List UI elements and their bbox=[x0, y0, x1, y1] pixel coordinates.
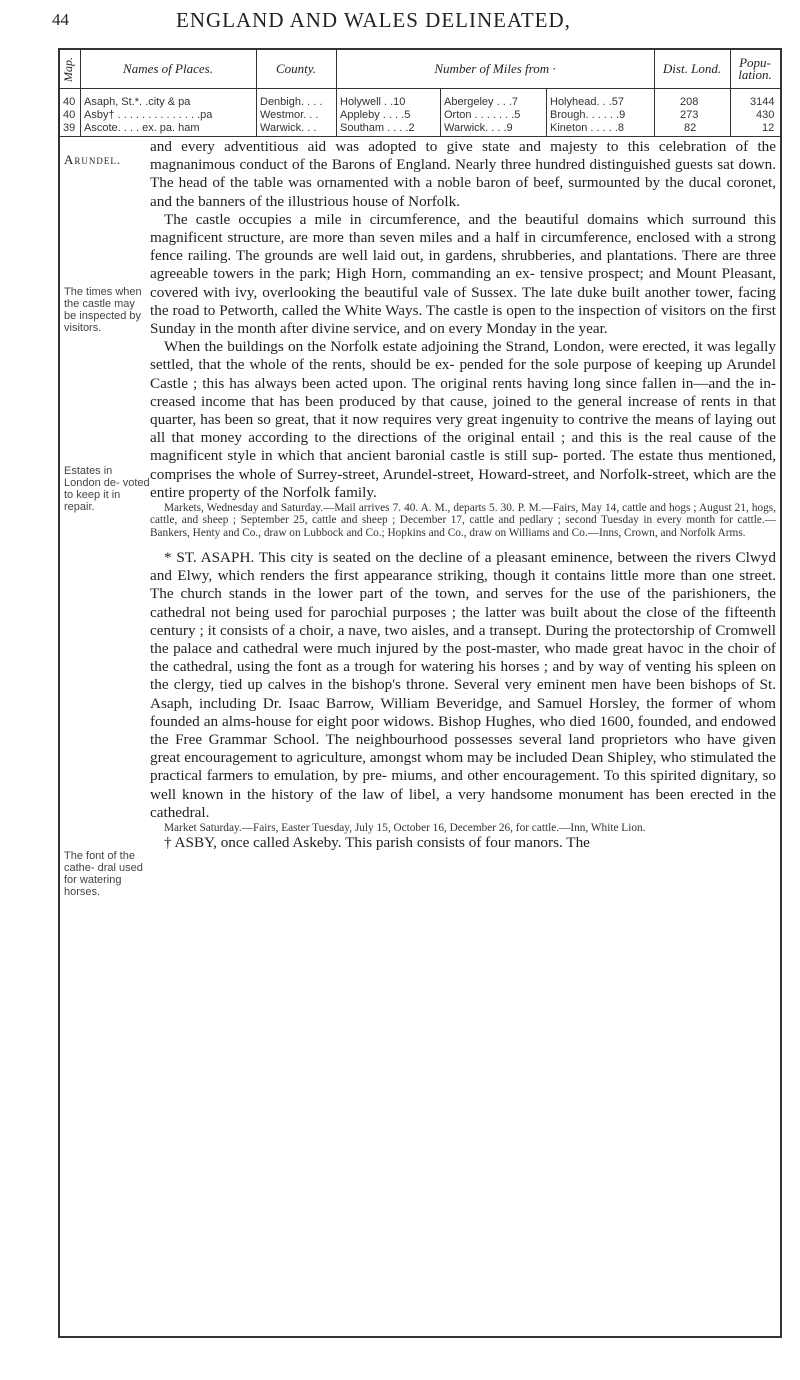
markets-note: Markets, Wednesday and Saturday.—Mail arrives 7. 40. A. M., departs 5. 30. P. M.—Fairs, May 14, cattle and hogs ; August 21, hogs, cattle, and sheep ; September 25, cattle and sheep ; December 17, cattle and pedlary ; second Tuesday in every month for cattle.—Bankers, Henty and Co., draw on Lubbock and Co.; Hopkins and Co., draw on Williams and Co.—Inns, Crown, and Norfolk Arms. bbox=[150, 502, 776, 539]
header-miles: Number of Miles from · bbox=[434, 61, 556, 76]
table-row: 40 Asaph, St.*. .city & pa Denbigh. . . . Holywell . .10 Abergeley . . .7 Holyhead. . .57 208 3144 bbox=[63, 96, 775, 108]
header-names: Names of Places. bbox=[123, 61, 213, 76]
paragraph: The castle occupies a mile in circumference, and the beautiful domains which surround this magnificent structure, are more than seven miles and a half in circumference, enclosed with a strong fence railing. The grounds are well laid out, in gardens, shrubberies, and plantations. There are three agreeable towers in the park; High Horn, commanding an ex- tensive prospect; and Mount Pleasant, covered with ivy, overlooking the beautiful vale of Sussex. The late duke built another tower, facing the road to Petworth, called the White Ways. The castle is open to the inspection of visitors on the first Sunday in the month after divine service, and on every Monday in the year. bbox=[150, 210, 776, 338]
margin-note: The font of the cathe- dral used for watering horses. bbox=[64, 850, 143, 898]
running-head: ENGLAND AND WALES DELINEATED, bbox=[176, 8, 571, 32]
table-row: 40 Asby† . . . . . . . . . . . . . .pa Westmor. . . Appleby . . . .5 Orton . . . . . . .5 Brough. . . . . .9 273 430 bbox=[63, 109, 775, 121]
paragraph: † ASBY, once called Askeby. This parish consists of four manors. The bbox=[164, 834, 590, 852]
margin-note: Estates in London de- voted to keep it in repair. bbox=[64, 465, 150, 513]
table-row: 39 Ascote. . . . ex. pa. ham Warwick. . . Southam . . . .2 Warwick. . . .9 Kineton . . . . .8 82 12 bbox=[63, 122, 775, 134]
header-pop: Popu- lation. bbox=[738, 55, 772, 82]
header-map: Map. bbox=[61, 57, 75, 82]
paragraph: and every adventitious aid was adopted to give state and majesty to this celebration of the magnanimous conduct of the Barons of England. Nearly three hundred distinguished guests sat down. The head of the table was ornamented with a noble baron of beef, surmounted by the ducal coronet, and the banners of the illustrious house of Norfolk. bbox=[150, 138, 776, 210]
market-note: Market Saturday.—Fairs, Easter Tuesday, July 15, October 16, December 26, for cattle.—Inn, White Lion. bbox=[164, 822, 646, 834]
page-frame bbox=[58, 48, 782, 1338]
table-header bbox=[60, 50, 780, 89]
paragraph: * ST. ASAPH. This city is seated on the decline of a pleasant eminence, between the rivers Clwyd and Elwy, which renders the first appearance striking, though it contains little more than one street. The church stands in the lower part of the town, and serves for the use of the parishioners, the cathedral not being used for parochial purposes ; the latter was built about the close of the fifteenth century ; it consists of a choir, a nave, two aisles, and a transept. During the protectorship of Cromwell the palace and cathedral were much injured by the post-master, who made great havoc in the choir of the cathedral, using the font as a trough for watering his horses ; and by way of venting his spleen on the clergy, tied up calves in the bishop's throne. Several very eminent men have been bishops of St. Asaph, including Dr. Isaac Barrow, William Beveridge, and Samuel Horsley, the former of whom founded an alms-house for eight poor widows. Bishop Hughes, who died 1600, founded, and endowed the Free Grammar School. The neighbourhood possesses several land proprietors who have given great encouragement to agriculture, amongst whom may be included Dean Shipley, who stimulated the practical farmers to emulation, by pre- miums, and other encouragement. To this spirited dignitary, so well known in the history of the law of libel, a very handsome monument has been erected in the cathedral. bbox=[150, 548, 776, 821]
margin-note: The times when the castle may be inspected by visitors. bbox=[64, 286, 142, 334]
header-county: County. bbox=[275, 61, 317, 76]
body-text bbox=[150, 138, 776, 853]
page-number: 44 bbox=[52, 10, 69, 29]
paragraph: When the buildings on the Norfolk estate adjoining the Strand, London, were erected, it was legally settled, that the whole of the rents, should be ex- pended for the sole purpose of keeping up Arundel Castle ; this has always been acted upon. The original rents having long since fallen in—and the in- creased income that has been produced by that cause, joined to the general increase of rents in that quarter, has been so great, that it now requires very great ingenuity to contrive the means of laying out all that money according to the directions of the original entail ; and this is the real cause of the magnificent style in which that ancient baronial castle is still sup- ported. The estate thus mentioned, comprises the whole of Surrey-street, Arundel-street, Howard-street, and Norfolk-street, which are the entire property of the Norfolk family. bbox=[150, 338, 776, 501]
side-heading: Arundel. bbox=[64, 152, 122, 167]
header-dist: Dist. Lond. bbox=[662, 61, 722, 76]
